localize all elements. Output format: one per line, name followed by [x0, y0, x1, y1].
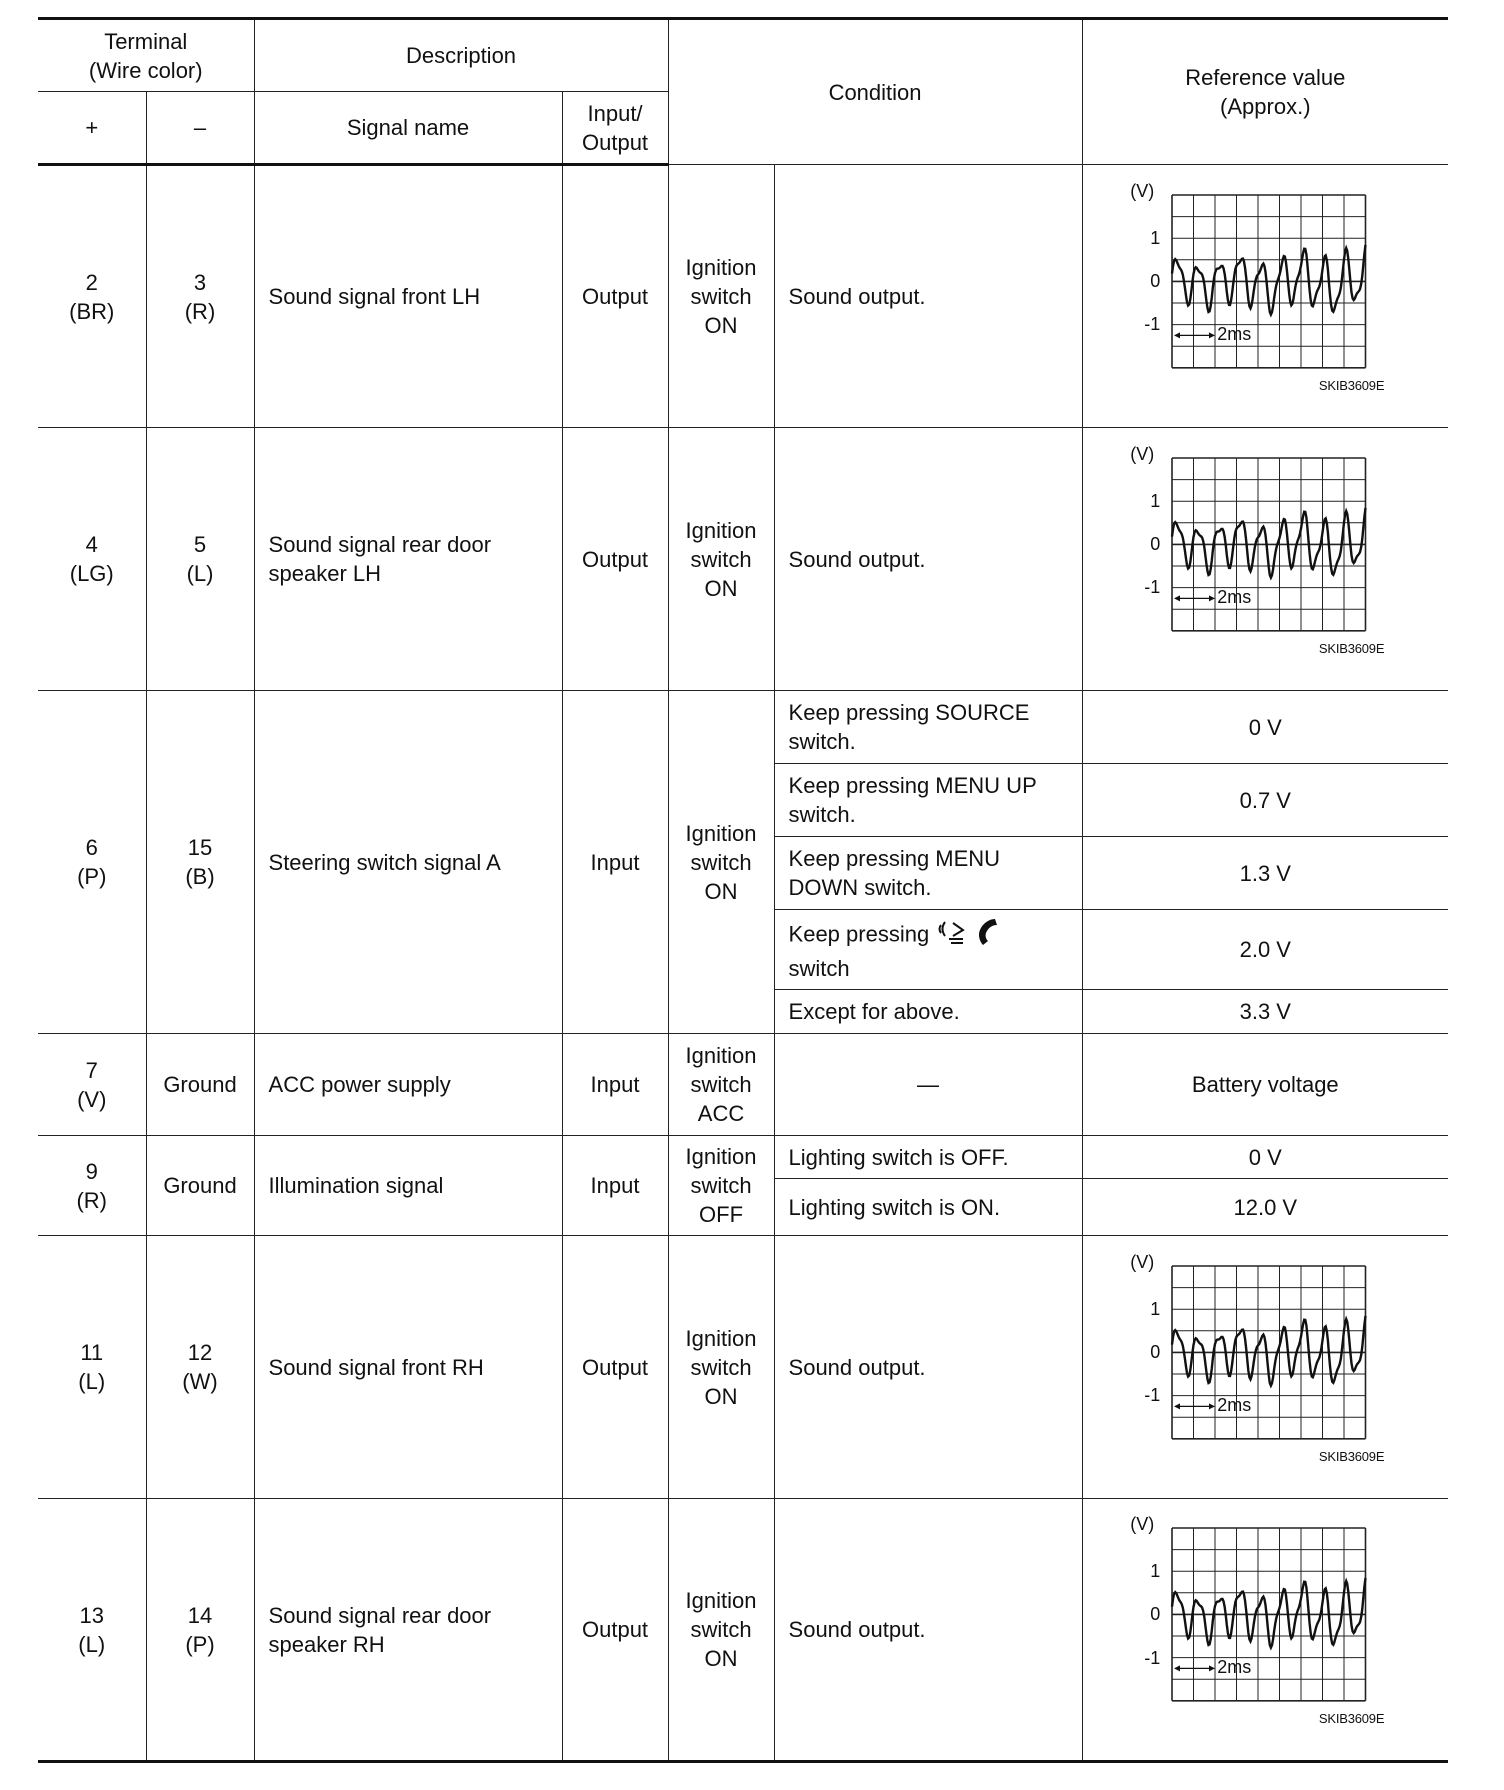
waveform-time-label: 2ms [1217, 1657, 1252, 1678]
terminal-plus: 2 (BR) [38, 165, 146, 428]
voice-phone-icon [935, 917, 1007, 954]
waveform-tick-label: -1 [1144, 1385, 1161, 1406]
waveform-unit-label: (V) [1130, 1251, 1155, 1272]
condition-text [774, 910, 1082, 990]
input-output: Input [562, 1034, 668, 1136]
time-span-arrowhead [1209, 1403, 1215, 1409]
waveform-figure [1130, 445, 1400, 667]
reference-value: 0 V [1082, 691, 1448, 764]
condition-text-suffix: switch [788, 955, 850, 981]
signal-name: Sound signal front RH [254, 1236, 562, 1499]
header-reference-value: Reference value (Approx.) [1082, 19, 1448, 165]
signal-trace [1172, 1315, 1366, 1385]
figure-code: SKIB3609E [1318, 1711, 1385, 1726]
input-output: Input [562, 1136, 668, 1236]
reference-value: 2.0 V [1082, 910, 1448, 990]
signal-trace [1172, 1578, 1366, 1648]
waveform-tick-label: -1 [1144, 1647, 1161, 1668]
signal-name: Sound signal rear door speaker LH [254, 428, 562, 691]
waveform-tick-label: 1 [1150, 490, 1161, 511]
signal-name: Sound signal rear door speaker RH [254, 1499, 562, 1762]
terminal-minus: 3 (R) [146, 165, 254, 428]
ignition-condition: Ignition switch ON [668, 1499, 774, 1762]
terminal-minus: 5 (L) [146, 428, 254, 691]
time-span-arrowhead [1174, 1665, 1180, 1671]
condition-text-prefix: Keep pressing [788, 920, 930, 946]
header-condition: Condition [668, 19, 1082, 165]
time-span-arrowhead [1174, 595, 1180, 601]
time-span-arrowhead [1209, 1665, 1215, 1671]
input-output: Input [562, 691, 668, 1034]
terminal-spec-table [38, 17, 1448, 1763]
figure-code: SKIB3609E [1318, 1448, 1385, 1464]
waveform-tick-label: 1 [1150, 1298, 1161, 1319]
condition-text: Sound output. [774, 165, 1082, 428]
terminal-plus: 9 (R) [38, 1136, 146, 1236]
table-row [38, 1136, 1448, 1179]
terminal-plus: 4 (LG) [38, 428, 146, 691]
condition-text: Keep pressing MENU UP switch. [774, 764, 1082, 837]
waveform-unit-label: (V) [1130, 443, 1155, 464]
reference-value: 1.3 V [1082, 837, 1448, 910]
condition-text: Lighting switch is ON. [774, 1179, 1082, 1236]
waveform-tick-label: 0 [1150, 270, 1161, 291]
reference-waveform [1082, 165, 1448, 428]
terminal-minus: 15 (B) [146, 691, 254, 1034]
time-span-arrowhead [1209, 332, 1215, 338]
signal-name: Illumination signal [254, 1136, 562, 1236]
terminal-minus: Ground [146, 1136, 254, 1236]
waveform-time-label: 2ms [1217, 323, 1252, 344]
signal-name: Sound signal front LH [254, 165, 562, 428]
table-row [38, 1034, 1448, 1136]
terminal-minus: 12 (W) [146, 1236, 254, 1499]
condition-text: Sound output. [774, 1499, 1082, 1762]
condition-text: Except for above. [774, 990, 1082, 1034]
header-plus: + [38, 92, 146, 165]
time-span-arrowhead [1174, 1403, 1180, 1409]
ignition-condition: Ignition switch ACC [668, 1034, 774, 1136]
signal-trace [1172, 507, 1366, 577]
input-output: Output [562, 165, 668, 428]
table-body [38, 165, 1448, 1762]
reference-value: Battery voltage [1082, 1034, 1448, 1136]
terminal-plus: 7 (V) [38, 1034, 146, 1136]
waveform-tick-label: 1 [1150, 227, 1161, 248]
condition-text: Sound output. [774, 428, 1082, 691]
terminal-plus: 13 (L) [38, 1499, 146, 1762]
waveform-unit-label: (V) [1130, 1514, 1155, 1534]
condition-text: Lighting switch is OFF. [774, 1136, 1082, 1179]
input-output: Output [562, 1236, 668, 1499]
header-description: Description [254, 19, 668, 92]
waveform-time-label: 2ms [1217, 1394, 1252, 1415]
signal-name: Steering switch signal A [254, 691, 562, 1034]
waveform-figure [1130, 1515, 1400, 1737]
reference-waveform [1082, 1499, 1448, 1762]
condition-text: — [774, 1034, 1082, 1136]
waveform-figure [1130, 1253, 1400, 1475]
waveform-tick-label: -1 [1144, 577, 1161, 598]
reference-waveform [1082, 1236, 1448, 1499]
ignition-condition: Ignition switch ON [668, 428, 774, 691]
terminal-plus: 6 (P) [38, 691, 146, 1034]
ignition-condition: Ignition switch ON [668, 1236, 774, 1499]
table-row [38, 1499, 1448, 1762]
ignition-condition: Ignition switch ON [668, 165, 774, 428]
terminal-minus: 14 (P) [146, 1499, 254, 1762]
waveform-tick-label: 0 [1150, 1341, 1161, 1362]
waveform-tick-label: 0 [1150, 1604, 1161, 1625]
table-row [38, 691, 1448, 764]
header-input-output: Input/ Output [562, 92, 668, 165]
waveform-figure [1130, 182, 1400, 404]
signal-trace [1172, 244, 1366, 314]
reference-waveform [1082, 428, 1448, 691]
waveform-tick-label: -1 [1144, 314, 1161, 335]
condition-text: Sound output. [774, 1236, 1082, 1499]
reference-value: 0 V [1082, 1136, 1448, 1179]
condition-text: Keep pressing MENU DOWN switch. [774, 837, 1082, 910]
ignition-condition: Ignition switch ON [668, 691, 774, 1034]
figure-code: SKIB3609E [1318, 640, 1385, 656]
terminal-minus: Ground [146, 1034, 254, 1136]
time-span-arrowhead [1209, 595, 1215, 601]
reference-value: 0.7 V [1082, 764, 1448, 837]
waveform-tick-label: 1 [1150, 1561, 1161, 1582]
waveform-tick-label: 0 [1150, 533, 1161, 554]
table-row [38, 165, 1448, 428]
input-output: Output [562, 1499, 668, 1762]
waveform-time-label: 2ms [1217, 586, 1252, 607]
table-row [38, 428, 1448, 691]
condition-text: Keep pressing SOURCE switch. [774, 691, 1082, 764]
figure-code: SKIB3609E [1318, 377, 1385, 393]
table-row [38, 1236, 1448, 1499]
time-span-arrowhead [1174, 332, 1180, 338]
header-minus: – [146, 92, 254, 165]
header-signal-name: Signal name [254, 92, 562, 165]
header-terminal: Terminal (Wire color) [38, 19, 254, 92]
ignition-condition: Ignition switch OFF [668, 1136, 774, 1236]
signal-name: ACC power supply [254, 1034, 562, 1136]
reference-value: 3.3 V [1082, 990, 1448, 1034]
terminal-plus: 11 (L) [38, 1236, 146, 1499]
reference-value: 12.0 V [1082, 1179, 1448, 1236]
input-output: Output [562, 428, 668, 691]
waveform-unit-label: (V) [1130, 180, 1155, 201]
